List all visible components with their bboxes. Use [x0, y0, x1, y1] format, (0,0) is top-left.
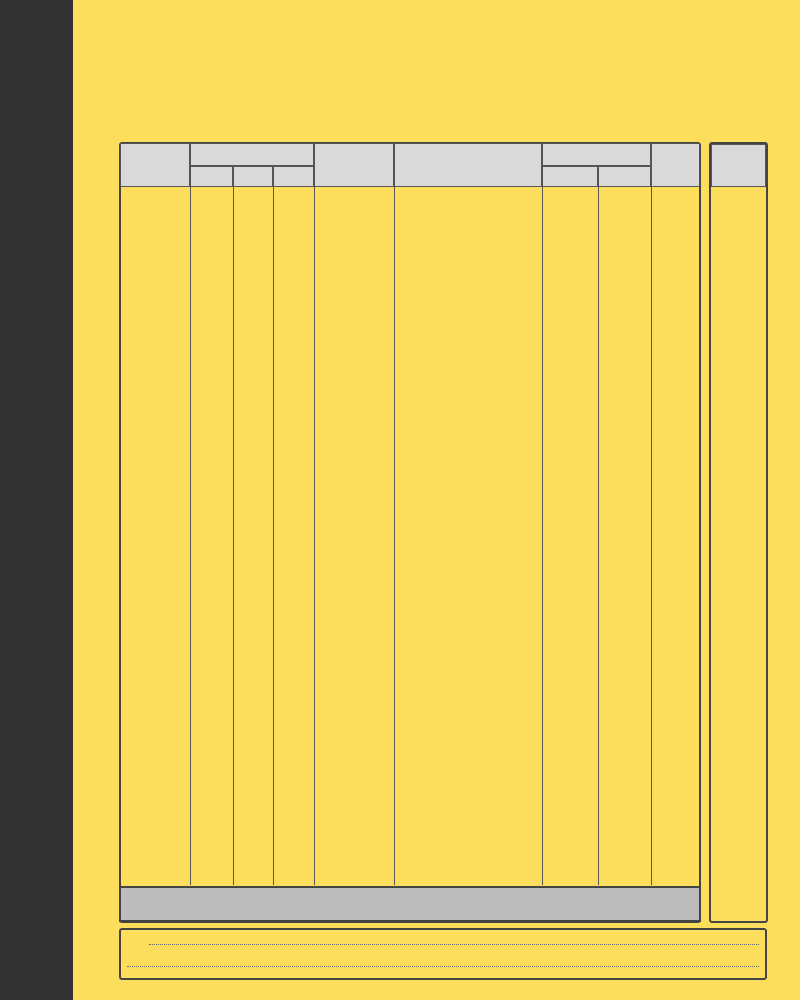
column-divider [273, 187, 274, 885]
header-amount [651, 143, 700, 187]
column-divider [542, 187, 543, 885]
subtotal-of-expenses-bar [119, 886, 701, 922]
subtotal-column [709, 142, 768, 923]
header-payment-to [314, 143, 394, 187]
header-planned [542, 166, 598, 187]
column-divider [598, 187, 599, 885]
header-description [394, 143, 542, 187]
column-divider [314, 187, 315, 885]
notes-line [149, 944, 759, 945]
header-type-of-expense [542, 143, 651, 166]
column-divider [394, 187, 395, 885]
header-card [233, 166, 273, 187]
header-subtotal [711, 144, 766, 187]
notes-line [127, 966, 759, 967]
column-divider [233, 187, 234, 885]
notes-box[interactable] [119, 928, 767, 980]
header-cash [190, 166, 233, 187]
column-divider [190, 187, 191, 885]
header-date [120, 143, 190, 187]
header-extra [598, 166, 651, 187]
column-divider [651, 187, 652, 885]
expense-table [119, 142, 701, 923]
header-payment-method [190, 143, 314, 166]
book-spine [0, 0, 73, 1000]
header-debit [273, 166, 314, 187]
